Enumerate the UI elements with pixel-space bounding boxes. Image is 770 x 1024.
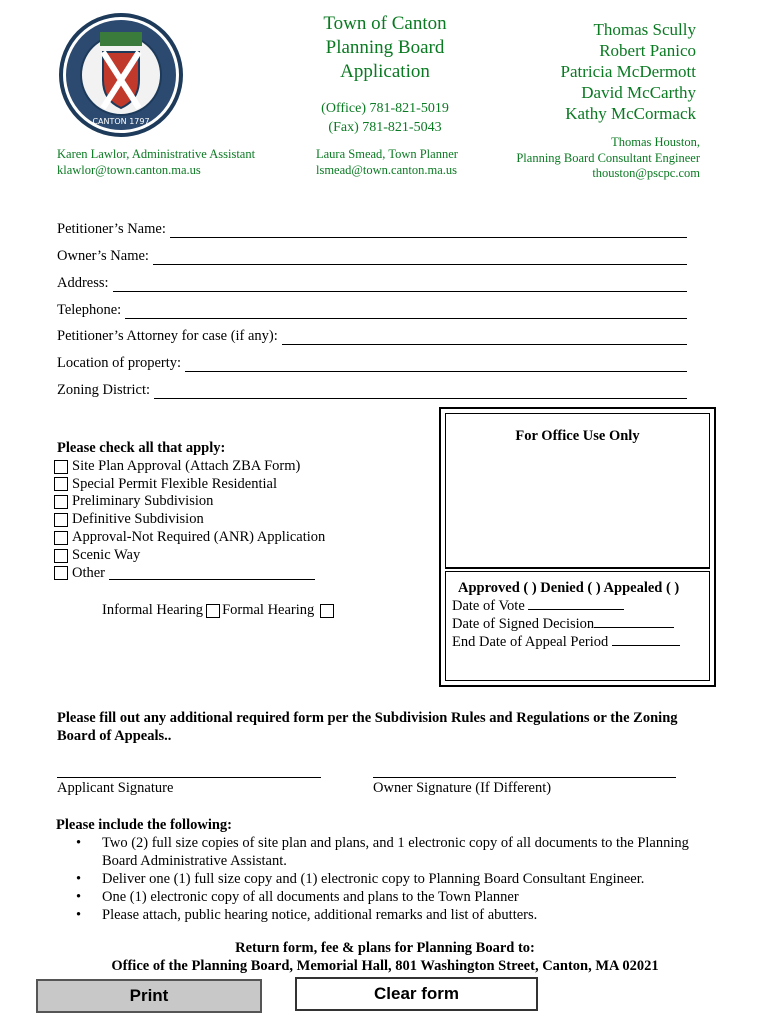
planner-email: lsmead@town.canton.ma.us	[316, 163, 457, 177]
input-line[interactable]	[153, 251, 687, 265]
checkbox[interactable]	[54, 460, 68, 474]
date-of-vote-line[interactable]	[528, 598, 624, 610]
application-type-checklist	[54, 440, 325, 582]
field-label: Zoning District:	[57, 382, 151, 398]
input-line[interactable]	[154, 385, 687, 399]
office-use-upper	[445, 413, 710, 569]
office-use-title: For Office Use Only	[515, 428, 640, 444]
field-label: Petitioner’s Attorney for case (if any):	[57, 328, 278, 344]
attorney-field[interactable]	[57, 325, 687, 345]
board-member: Thomas Scully	[593, 20, 696, 39]
board-member: Kathy McCormack	[565, 104, 696, 123]
seal-text: CANTON 1797	[92, 117, 150, 126]
checklist-label: Site Plan Approval (Attach ZBA Form)	[72, 457, 301, 474]
checklist-item[interactable]	[54, 493, 325, 511]
checklist-label: Definitive Subdivision	[72, 511, 204, 528]
owner-signature-label: Owner Signature (If Different)	[373, 780, 552, 796]
input-line[interactable]	[185, 358, 687, 372]
applicant-signature-label: Applicant Signature	[57, 780, 174, 796]
checklist-item[interactable]	[54, 476, 325, 494]
checklist-label: Preliminary Subdivision	[72, 493, 214, 510]
include-item: • Deliver one (1) full size copy and (1) electronic copy to Planning Board Consultant Engineer.	[56, 870, 716, 888]
end-appeal-line[interactable]	[612, 634, 680, 646]
include-item: • Please attach, public hearing notice, additional remarks and list of abutters.	[56, 906, 716, 924]
consultant-name: Thomas Houston,	[611, 135, 700, 149]
board-member: Patricia McDermott	[560, 62, 696, 81]
petitioner-name-field[interactable]	[57, 218, 687, 238]
end-appeal-period	[452, 634, 680, 651]
application-title: Application	[340, 61, 430, 82]
checkbox[interactable]	[54, 495, 68, 509]
owner-name-field[interactable]	[57, 245, 687, 265]
board-title: Planning Board	[325, 37, 445, 58]
return-address: Office of the Planning Board, Memorial Hall, 801 Washington Street, Canton, MA 02021	[111, 958, 659, 974]
include-heading: Please include the following:	[56, 817, 233, 833]
board-member: Robert Panico	[599, 41, 696, 60]
clear-form-button[interactable]: Clear form	[295, 977, 538, 1011]
consultant-title: Planning Board Consultant Engineer	[516, 151, 700, 165]
office-use-lower	[445, 571, 710, 681]
town-title: Town of Canton	[323, 13, 447, 34]
applicant-signature-line[interactable]	[57, 777, 321, 778]
checkbox[interactable]	[54, 513, 68, 527]
additional-forms-notice: Please fill out any additional required form per the Subdivision Rules and Regulations or the Zoning Board of Appeals..	[57, 710, 678, 744]
checklist-item-other[interactable]	[54, 565, 325, 583]
date-signed-label: Date of Signed Decision	[452, 616, 595, 632]
formal-hearing-label: Formal Hearing	[222, 602, 315, 618]
input-line[interactable]	[282, 331, 687, 345]
formal-hearing-checkbox[interactable]	[320, 604, 334, 618]
hearing-type	[102, 602, 338, 619]
input-line[interactable]	[170, 224, 687, 238]
admin-name: Karen Lawlor, Administrative Assistant	[57, 147, 256, 161]
return-heading: Return form, fee & plans for Planning Board to:	[235, 940, 535, 956]
owner-signature-line[interactable]	[373, 777, 676, 778]
checkbox[interactable]	[54, 531, 68, 545]
checkbox[interactable]	[54, 477, 68, 491]
date-of-vote-label: Date of Vote	[452, 598, 525, 614]
date-signed-line[interactable]	[594, 616, 674, 628]
informal-hearing-label: Informal Hearing	[102, 602, 204, 618]
field-label: Location of property:	[57, 355, 182, 371]
checklist-label: Special Permit Flexible Residential	[72, 475, 277, 492]
input-line[interactable]	[125, 305, 687, 319]
other-input-line[interactable]	[109, 566, 315, 580]
field-label: Petitioner’s Name:	[57, 221, 166, 237]
town-seal	[58, 12, 184, 138]
field-label: Owner’s Name:	[57, 248, 149, 264]
input-line[interactable]	[113, 278, 687, 292]
telephone-field[interactable]	[57, 299, 687, 319]
field-label: Telephone:	[57, 302, 122, 318]
admin-email: klawlor@town.canton.ma.us	[57, 163, 201, 177]
field-label: Address:	[57, 275, 109, 291]
checklist-label: Scenic Way	[72, 546, 141, 563]
print-button[interactable]: Print	[36, 979, 262, 1013]
date-signed-decision	[452, 616, 674, 633]
checkbox[interactable]	[54, 549, 68, 563]
fax-phone: (Fax) 781-821-5043	[328, 120, 442, 135]
checklist-item[interactable]	[54, 511, 325, 529]
include-item: • Two (2) full size copies of site plan and plans, and 1 electronic copy of all documents to the Planning Board Administrative Assistant.	[56, 834, 716, 870]
checklist-heading: Please check all that apply:	[57, 440, 226, 456]
end-appeal-label: End Date of Appeal Period	[452, 634, 609, 650]
board-member: David McCarthy	[581, 83, 696, 102]
checklist-item[interactable]	[54, 458, 325, 476]
planner-name: Laura Smead, Town Planner	[316, 147, 458, 161]
checkbox[interactable]	[54, 566, 68, 580]
informal-hearing-checkbox[interactable]	[206, 604, 220, 618]
office-use-box	[439, 407, 716, 687]
zoning-district-field[interactable]	[57, 379, 687, 399]
include-item: • One (1) electronic copy of all documents and plans to the Town Planner	[56, 888, 716, 906]
include-list	[56, 816, 716, 924]
checklist-item[interactable]	[54, 547, 325, 565]
checklist-label: Approval-Not Required (ANR) Application	[72, 528, 326, 545]
consultant-email: thouston@pscpc.com	[592, 166, 700, 180]
address-field[interactable]	[57, 272, 687, 292]
date-of-vote	[452, 598, 624, 615]
location-field[interactable]	[57, 352, 687, 372]
decision-status: Approved ( ) Denied ( ) Appealed ( )	[458, 580, 680, 596]
checklist-item[interactable]	[54, 529, 325, 547]
checklist-label: Other	[72, 564, 106, 581]
office-phone: (Office) 781-821-5019	[321, 101, 449, 116]
